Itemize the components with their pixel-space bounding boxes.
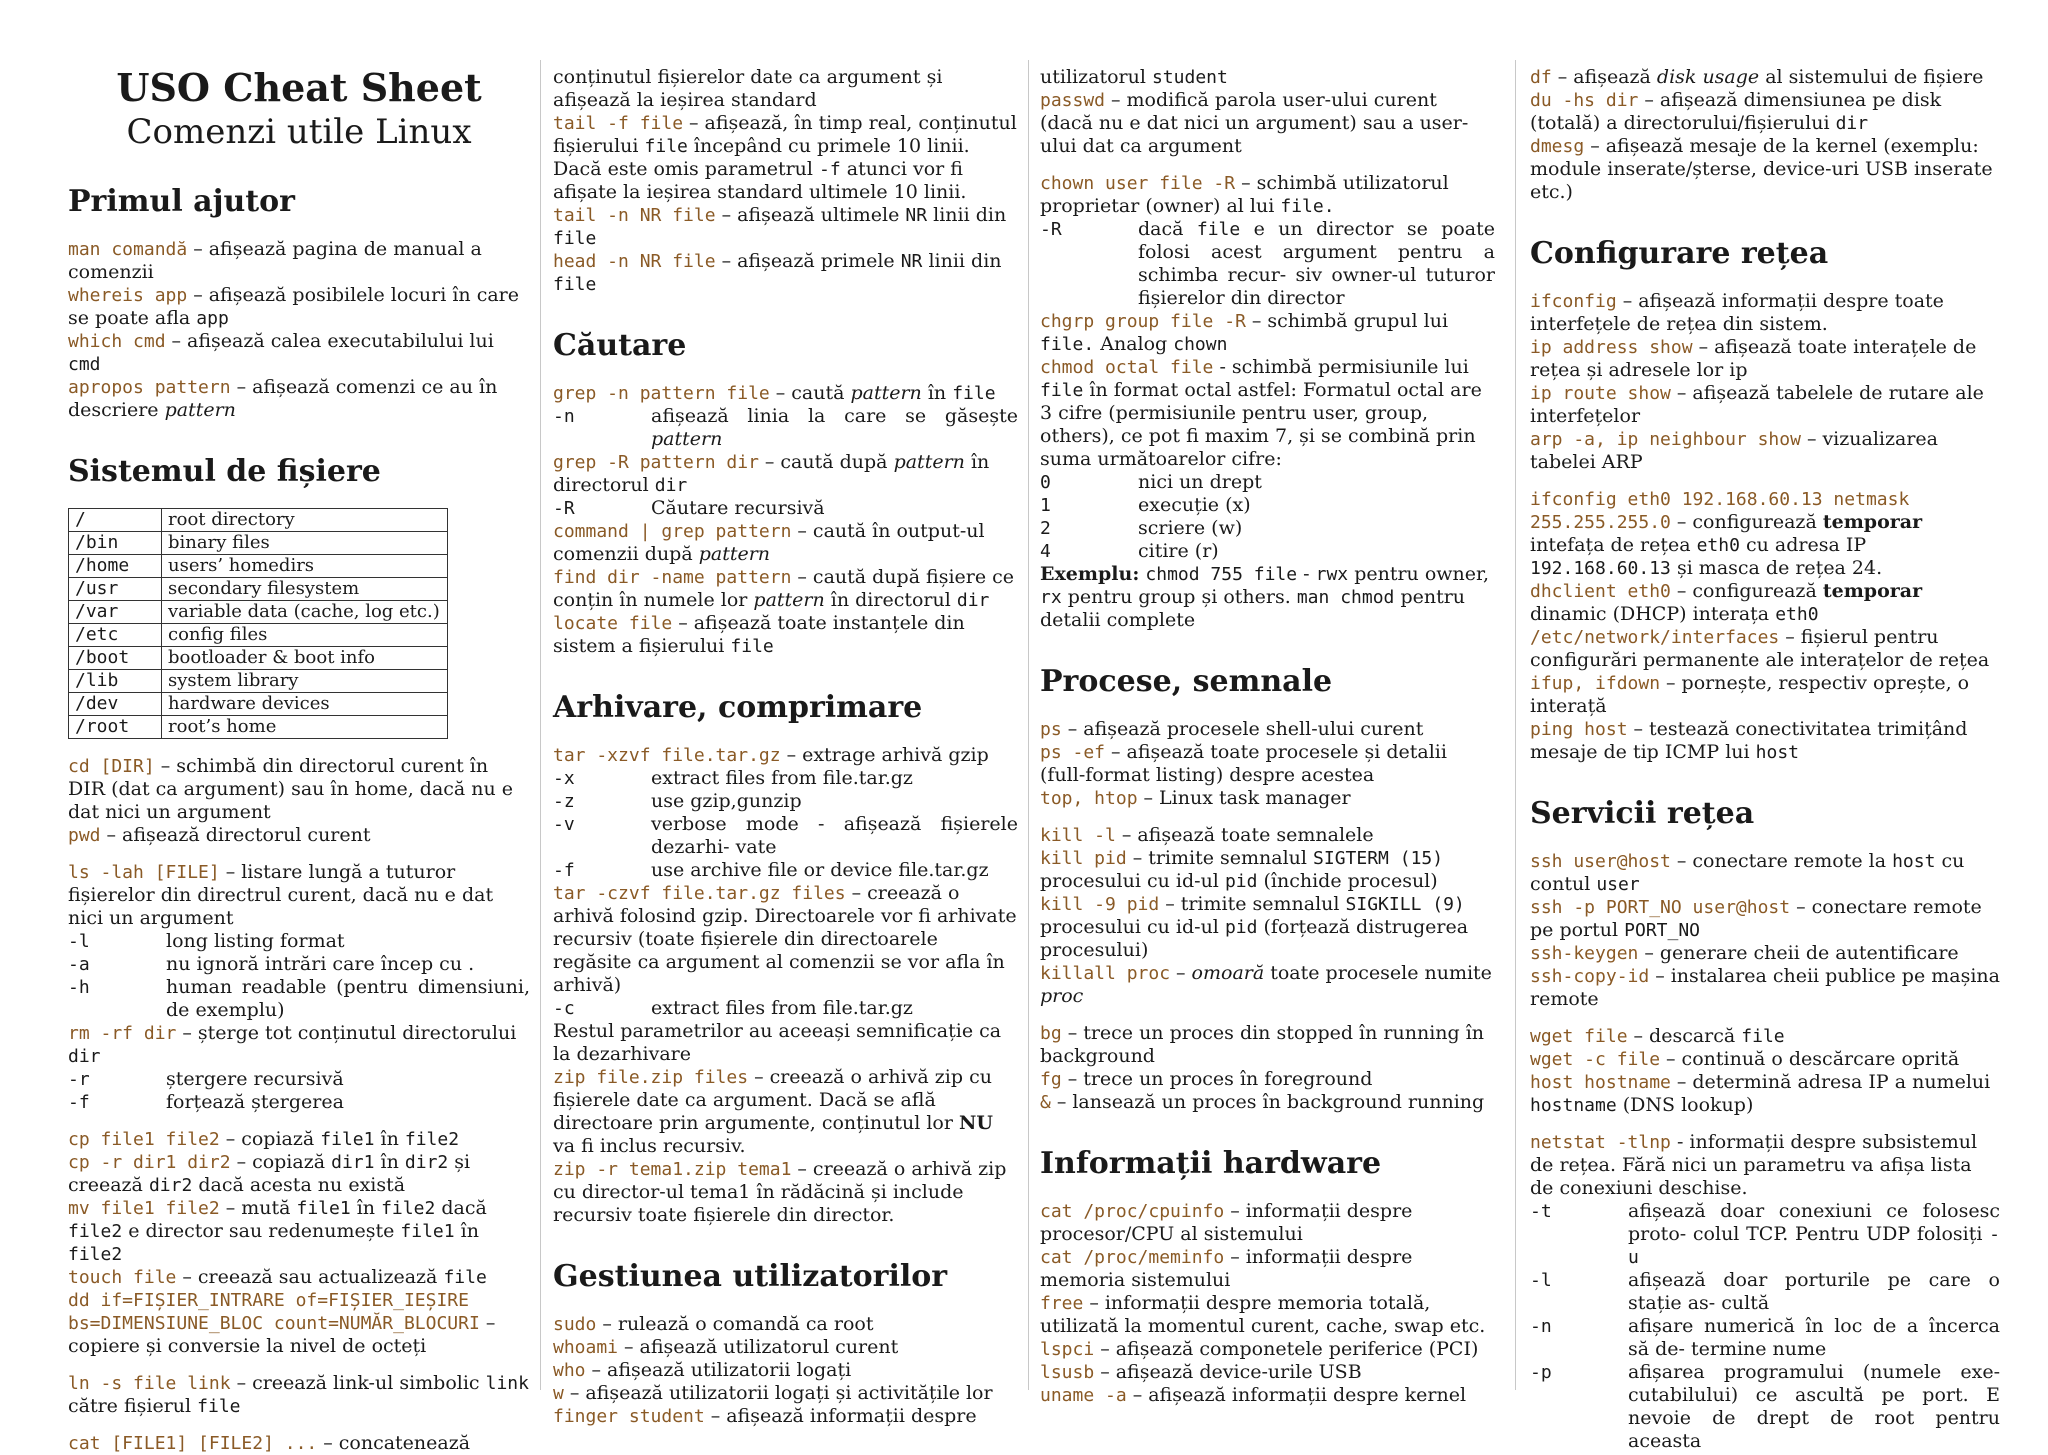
entry-wget-c: wget -c file – continuă o descărcare oprită <box>1530 1048 1960 1070</box>
option-row: -c extract files from file.tar.gz <box>553 997 913 1019</box>
option-row: 1 execuție (x) <box>1040 494 1251 516</box>
table-row: /boot bootloader & boot info <box>69 647 448 670</box>
column-divider <box>1515 60 1516 1390</box>
section-arhivare <box>553 690 1018 1227</box>
entry-rest: Restul parametrilor au aceeași semnificație ca la dezarhivare <box>553 1020 1002 1065</box>
entry-whoami: whoami – afișează utilizatorul curent <box>553 1336 899 1358</box>
section-primul-ajutor <box>68 184 530 422</box>
section-procese <box>1040 664 1495 1114</box>
column-3 <box>1040 66 1495 1406</box>
option-row: -R dacă file e un director se poate folosi acest argument pentru a schimba recur- siv owner-ul tuturor fișierelor din director <box>1040 218 1496 309</box>
entry-zip-r: zip -r tema1.zip tema1 – creează o arhivă zip cu director-ul tema1 în rădăcină și include recursiv toate fișierele din director. <box>553 1158 1007 1226</box>
entry-chown: chown user file -R – schimbă utilizatorul proprietar (owner) al lui file. <box>1040 172 1449 217</box>
entry-which: which cmd – afișează calea executabilului lui cmd <box>68 330 494 375</box>
table-row: / root directory <box>69 509 448 532</box>
option-row: -n afișează linia la care se găsește pattern <box>553 405 1018 450</box>
option-row: -r ștergere recursivă <box>68 1068 344 1090</box>
column-4 <box>1530 66 2000 1452</box>
title-main: USO Cheat Sheet <box>116 65 482 110</box>
entry-killall: killall proc – omoară toate procesele numite proc <box>1040 962 1492 1007</box>
entry-ps-ef: ps -ef – afișează toate procesele și detalii (full-format listing) despre acestea <box>1040 741 1447 786</box>
column-divider <box>1028 60 1029 1390</box>
entry-touch: touch file – creează sau actualizează file <box>68 1266 487 1288</box>
section-heading: Gestiunea utilizatorilor <box>553 1259 948 1294</box>
entry-ssh-copy-id: ssh-copy-id – instalarea cheii publice pe mașina remote <box>1530 965 2000 1010</box>
document-title <box>68 66 530 154</box>
option-row: -l afișează doar porturile pe care o stație as- cultă <box>1530 1269 2000 1314</box>
entry-df: df – afișează disk usage al sistemului de fișiere <box>1530 66 1984 88</box>
entry-cp-r: cp -r dir1 dir2 – copiază dir1 în dir2 și creează dir2 dacă acesta nu există <box>68 1151 471 1196</box>
entry-zip: zip file.zip files – creează o arhivă zip cu fișierele date ca argument. Dacă se află directoare prin argumente, conținutul lor NU va fi inclus recursiv. <box>553 1066 993 1157</box>
entry-locate: locate file – afișează toate instanțele din sistem a fișierului file <box>553 612 965 657</box>
entry-cd: cd [DIR] – schimbă din directorul curent în DIR (dat ca argument) sau în home, dacă nu e dat nici un argument <box>68 755 514 823</box>
option-row: 4 citire (r) <box>1040 540 1219 562</box>
entry-w: w – afișează utilizatorii logați și activitățile lor <box>553 1382 993 1404</box>
option-row: -x extract files from file.tar.gz <box>553 767 913 789</box>
entry-chmod: chmod octal file - schimbă permisiunile lui file în format octal astfel: Formatul octal are 3 cifre (permisiunile pentru user, group, others), ce pot fi maxim 7, și se combină prin suma următoarelor cifre: <box>1040 356 1482 470</box>
filesystem-table <box>68 508 448 739</box>
table-row: /etc config files <box>69 624 448 647</box>
entry-tail-n: tail -n NR file – afișează ultimele NR linii din file <box>553 204 1007 249</box>
entry-ifup: ifup, ifdown – pornește, respectiv oprește, o interață <box>1530 672 1970 717</box>
entry-apropos: apropos pattern – afișează comenzi ce au în descriere pattern <box>68 376 498 421</box>
option-row: 0 nici un drept <box>1040 471 1262 493</box>
entry-du: du -hs dir – afișează dimensiunea pe disk (totală) a directorului/fișierului dir <box>1530 89 1942 134</box>
option-row: -a nu ignoră intrări care încep cu . <box>68 953 475 975</box>
option-row: -l long listing format <box>68 930 345 952</box>
option-row: -h human readable (pentru dimensiuni, de exemplu) <box>68 976 530 1021</box>
entry-ip-route: ip route show – afișează tabelele de rutare ale interfețelor <box>1530 382 1984 427</box>
option-row: -z use gzip,gunzip <box>553 790 802 812</box>
entry-uname: uname -a – afișează informații despre kernel <box>1040 1384 1467 1406</box>
option-row: -p afișarea programului (numele exe- cutabilului) ce ascultă pe port. E nevoie de drept de root pentru aceasta <box>1530 1361 2000 1452</box>
entry-netstat: netstat -tlnp - informații despre subsistemul de rețea. Fără nici un parametru va afișa lista de conexiuni deschise. <box>1530 1131 1978 1199</box>
entry-free: free – informații despre memoria totală, utilizată la momentul curent, cache, swap etc. <box>1040 1292 1486 1337</box>
table-row: /bin binary files <box>69 532 448 555</box>
column-2 <box>553 66 1018 1427</box>
section-servicii-retea <box>1530 796 2000 1453</box>
entry-kill: kill pid – trimite semnalul SIGTERM (15) procesului cu id-ul pid (închide procesul) <box>1040 847 1444 892</box>
entry-pwd: pwd – afișează directorul curent <box>68 824 371 846</box>
entry-wget: wget file – descarcă file <box>1530 1025 1785 1047</box>
section-heading: Informații hardware <box>1040 1146 1382 1181</box>
option-row: -f use archive file or device file.tar.gz <box>553 859 989 881</box>
option-row: 2 scriere (w) <box>1040 517 1243 539</box>
entry-top: top, htop – Linux task manager <box>1040 787 1351 809</box>
entry-cpuinfo: cat /proc/cpuinfo – informații despre procesor/CPU al sistemului <box>1040 1200 1413 1245</box>
entry-arp: arp -a, ip neighbour show – vizualizarea tabelei ARP <box>1530 428 1938 473</box>
entry-meminfo: cat /proc/meminfo – informații despre memoria sistemului <box>1040 1246 1413 1291</box>
entry-passwd: passwd – modifică parola user-ului curent (dacă nu e dat nici un argument) sau a user-ului dat ca argument <box>1040 89 1469 157</box>
entry-lsusb: lsusb – afișează device-urile USB <box>1040 1361 1362 1383</box>
table-row: /lib system library <box>69 670 448 693</box>
entry-mv: mv file1 file2 – mută file1 în file2 dacă file2 e director sau redenumește file1 în file2 <box>68 1197 487 1265</box>
entry-ping: ping host – testează conectivitatea trimițând mesaje de tip ICMP lui host <box>1530 718 1968 763</box>
section-heading: Arhivare, comprimare <box>553 690 923 725</box>
option-row: -f forțează ștergerea <box>68 1091 344 1113</box>
entry-cat-continued: conținutul fișierelor date ca argument și afișează la ieșirea standard <box>553 66 943 111</box>
section-heading: Servicii rețea <box>1530 796 1755 831</box>
entry-ps: ps – afișează procesele shell-ului curent <box>1040 718 1424 740</box>
entry-bg: bg – trece un proces din stopped în running în background <box>1040 1022 1485 1067</box>
option-row: -n afișare numerică în loc de a încerca să de- termine nume <box>1530 1315 2000 1360</box>
section-heading: Sistemul de fișiere <box>68 454 381 489</box>
entry-dmesg: dmesg – afișează mesaje de la kernel (exemplu: module inserate/șterse, device-uri USB inserate etc.) <box>1530 135 1993 203</box>
option-row: -t afișează doar conexiuni ce folosesc proto- colul TCP. Pentru UDP folosiți -u <box>1530 1200 2000 1268</box>
entry-ssh-keygen: ssh-keygen – generare cheii de autentificare <box>1530 942 1959 964</box>
entry-ip-address: ip address show – afișează toate interațele de rețea și adresele lor ip <box>1530 336 1977 381</box>
entry-fg: fg – trece un proces în foreground <box>1040 1068 1373 1090</box>
entry-ssh-p: ssh -p PORT_NO user@host – conectare remote pe portul PORT_NO <box>1530 896 1982 941</box>
entry-dd: dd if=FIȘIER_INTRARE of=FIȘIER_IEȘIRE bs=DIMENSIUNE_BLOC count=NUMĂR_BLOCURI –copiere și conversie la nivel de octeți <box>68 1290 496 1357</box>
table-row: /root root’s home <box>69 716 448 739</box>
entry-whereis: whereis app – afișează posibilele locuri în care se poate afla app <box>68 284 520 329</box>
section-utilizatori <box>553 1259 1018 1428</box>
title-subtitle: Comenzi utile Linux <box>126 112 472 152</box>
entry-ssh: ssh user@host – conectare remote la host cu contul user <box>1530 850 1965 895</box>
entry-lspci: lspci – afișează componetele periferice (PCI) <box>1040 1338 1479 1360</box>
entry-sudo: sudo – rulează o comandă ca root <box>553 1313 874 1335</box>
entry-man: man comandă – afișează pagina de manual a comenzii <box>68 238 482 283</box>
table-row: /home users’ homedirs <box>69 555 448 578</box>
entry-ampersand: & – lansează un proces în background running <box>1040 1091 1485 1113</box>
entry-tail-f: tail -f file – afișează, în timp real, conținutul fișierului file începând cu primele 10 linii. Dacă este omis parametrul -f atunci vor fi afișate la ieșirea standard ultimele 10 linii. <box>553 112 1017 203</box>
table-row: /usr secondary filesystem <box>69 578 448 601</box>
entry-host: host hostname – determină adresa IP a numelui hostname (DNS lookup) <box>1530 1071 1991 1116</box>
entry-tar-c: tar -czvf file.tar.gz files – creează o arhivă folosind gzip. Directoarele vor fi arhivate recursiv (toate fișierele din directoarele regăsite ca argument al comenzii se vor afla în arhivă) <box>553 882 1017 996</box>
entry-ifconfig-eth0: ifconfig eth0 192.168.60.13 netmask 255.255.255.0 – configurează temporar intefața de rețea eth0 cu adresa IP 192.168.60.13 și masca de rețea 24. <box>1530 489 1923 579</box>
entry-chgrp: chgrp group file -R – schimbă grupul lui file. Analog chown <box>1040 310 1449 355</box>
section-heading: Primul ajutor <box>68 184 295 219</box>
entry-kill-l: kill -l – afișează toate semnalele <box>1040 824 1374 846</box>
section-hardware <box>1040 1146 1495 1407</box>
entry-grep-n: grep -n pattern file – caută pattern în file <box>553 382 996 404</box>
column-1 <box>68 65 530 1454</box>
entry-interfaces: /etc/network/interfaces – fișierul pentru configurări permanente ale interațelor de rețea <box>1530 626 1990 671</box>
section-heading: Configurare rețea <box>1530 236 1829 271</box>
entry-chmod-example: Exemplu: chmod 755 file - rwx pentru owner, rx pentru group și others. man chmod pentru detalii complete <box>1040 563 1490 631</box>
entry-grep-r: grep -R pattern dir – caută după pattern în directorul dir <box>553 451 990 496</box>
entry-cat: cat [FILE1] [FILE2] ... – concatenează <box>68 1432 471 1454</box>
entry-who: who – afișează utilizatorii logați <box>553 1359 852 1381</box>
column-divider <box>540 60 541 1390</box>
section-heading: Căutare <box>553 328 687 363</box>
entry-finger: finger student – afișează informații despre <box>553 1405 977 1427</box>
table-row: /var variable data (cache, log etc.) <box>69 601 448 624</box>
entry-dhclient: dhclient eth0 – configurează temporar dinamic (DHCP) interața eth0 <box>1530 580 1923 625</box>
entry-head-n: head -n NR file – afișează primele NR linii din file <box>553 250 1002 295</box>
entry-command-grep: command | grep pattern – caută în output-ul comenzii după pattern <box>553 520 985 565</box>
entry-tar-x: tar -xzvf file.tar.gz – extrage arhivă gzip <box>553 744 989 766</box>
table-row: /dev hardware devices <box>69 693 448 716</box>
entry-finger-continued: utilizatorul student <box>1040 66 1228 88</box>
entry-kill-9: kill -9 pid – trimite semnalul SIGKILL (9) procesului cu id-ul pid (forțează distrugerea procesului) <box>1040 893 1469 961</box>
entry-ifconfig: ifconfig – afișează informații despre toate interfețele de rețea din sistem. <box>1530 290 1944 335</box>
section-sistemul-fisiere <box>68 454 530 1455</box>
section-heading: Procese, semnale <box>1040 664 1333 699</box>
entry-rm: rm -rf dir – șterge tot conținutul directorului dir <box>68 1022 517 1067</box>
entry-ls: ls -lah [FILE] – listare lungă a tuturor fișierelor din directrul curent, dacă nu e dat nici un argument <box>68 861 494 929</box>
option-row: -R Căutare recursivă <box>553 497 825 519</box>
entry-cp: cp file1 file2 – copiază file1 în file2 <box>68 1128 460 1150</box>
option-row: -v verbose mode - afișează fișierele dezarhi- vate <box>553 813 1018 858</box>
entry-find: find dir -name pattern – caută după fișiere ce conțin în numele lor pattern în directorul dir <box>553 566 1015 611</box>
section-cautare <box>553 328 1018 658</box>
entry-ln: ln -s file link – creează link-ul simbolic link către fișierul file <box>68 1372 529 1417</box>
section-configurare-retea <box>1530 236 2000 764</box>
